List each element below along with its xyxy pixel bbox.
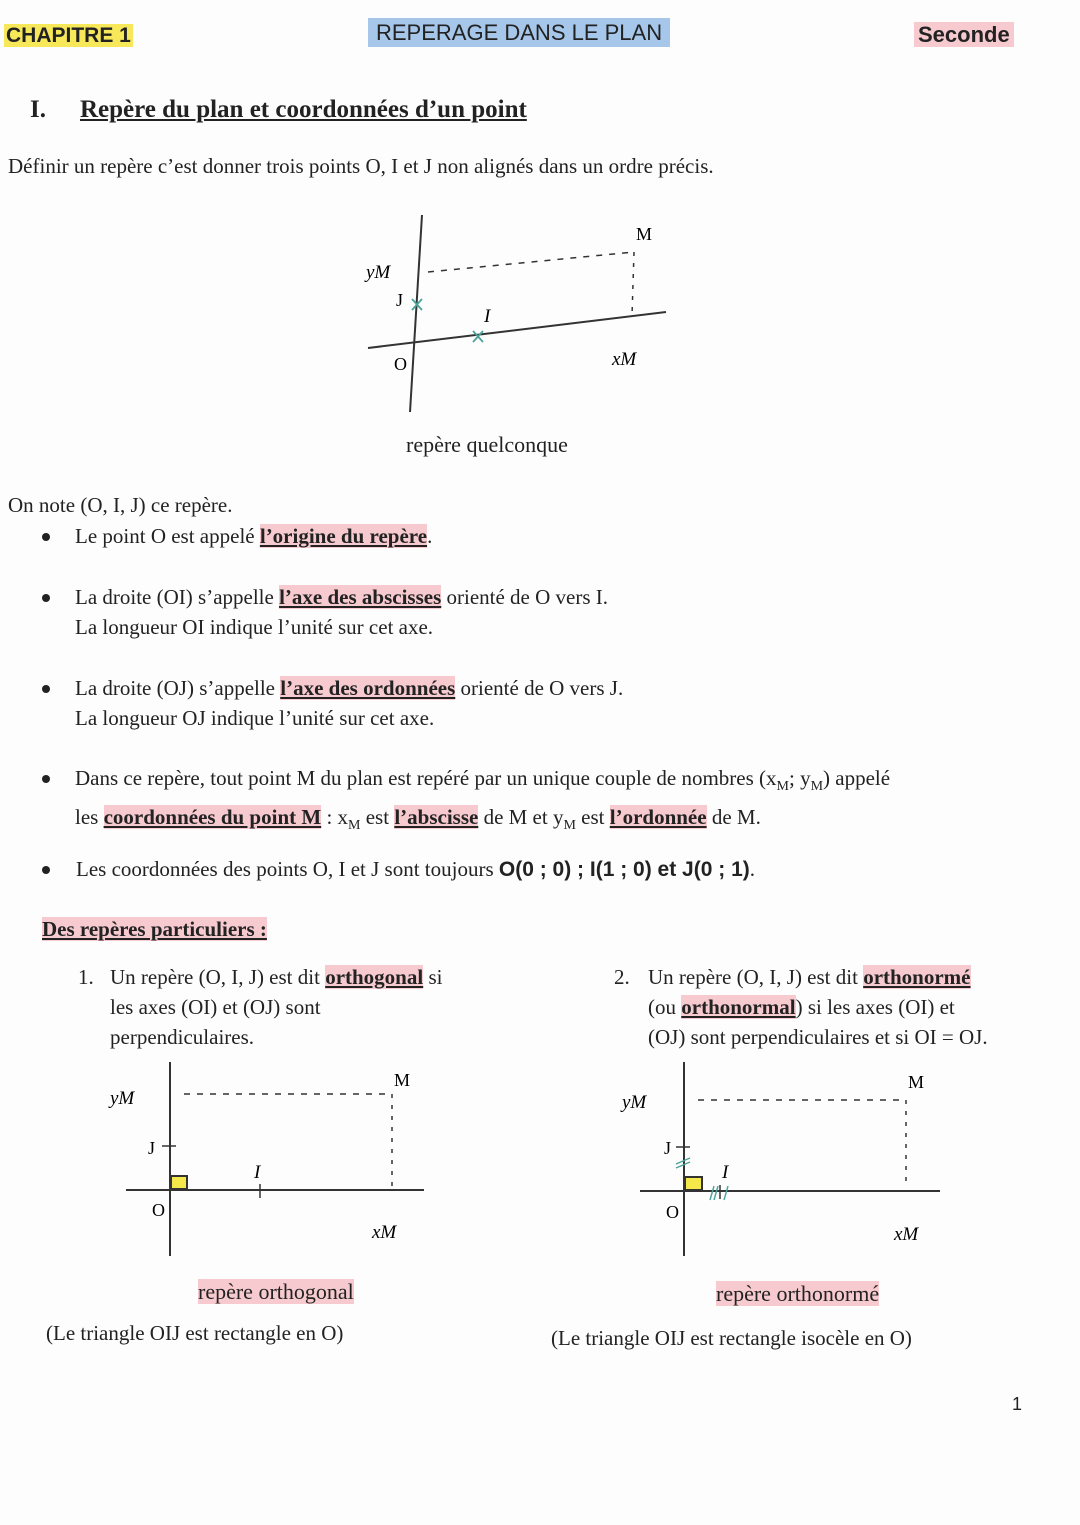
label-xM: xM <box>612 349 637 370</box>
key-ordinate-axis: l’axe des ordonnées <box>280 676 456 700</box>
special-frames-heading: Des repères particuliers : <box>42 917 267 941</box>
point-I-marker <box>473 331 483 342</box>
item-orthonormal-text: Un repère (O, I, J) est dit orthonormé (ou orthonormal) si les axes (OI) et (OJ) sont perpendiculaires et si OI = OJ. <box>648 965 988 1049</box>
label-I: I <box>484 306 491 327</box>
intro-text: Définir un repère c’est donner trois points O, I et J non alignés dans un ordre précis. <box>8 154 714 178</box>
dashed-line-horizontal <box>428 252 634 272</box>
label-J: J <box>396 290 404 310</box>
label-M: M <box>394 1070 411 1090</box>
key-ordinate: l’ordonnée <box>609 805 707 830</box>
equal-length-marks-OI <box>710 1186 728 1200</box>
key-abscissa-axis: l’axe des abscisses <box>279 585 442 609</box>
key-origin: l’origine du repère <box>259 524 428 548</box>
figure-orthogonal-note: (Le triangle OIJ est rectangle en O) <box>46 1321 344 1345</box>
label-O: O <box>666 1202 679 1222</box>
key-coordinates: coordonnées du point M <box>103 805 322 830</box>
section-number: I. <box>30 96 46 123</box>
axis-ordinate <box>410 215 422 412</box>
bullet-coordinates: Dans ce repère, tout point M du plan est repéré par un unique couple de nombres ($x_M$; $y_M$) appelé les coordonnées du point M : $x_M$ est l’abscisse de M et $y_M$ est l’ordonnée de M. <box>75 766 891 834</box>
figure-orthonormal-caption: repère orthonormé <box>716 1281 880 1306</box>
base-points-values: O(0 ; 0) ; I(1 ; 0) et J(0 ; 1) <box>498 858 750 881</box>
notation-text: On note (O, I, J) ce repère. <box>8 493 233 517</box>
label-xM: xM <box>894 1224 919 1245</box>
bullet-abscissa-axis: La droite (OI) s’appelle l’axe des abscisses orienté de O vers I. La longueur OI indique l’unité sur cet axe. <box>75 585 609 639</box>
right-angle-marker <box>685 1177 702 1190</box>
chapter-label: CHAPITRE 1 <box>6 24 131 47</box>
item-orthogonal: 1. <box>78 965 94 989</box>
key-abscissa: l’abscisse <box>394 805 479 830</box>
bullet-dot <box>42 866 50 874</box>
document-title: REPERAGE DANS LE PLAN <box>368 20 670 46</box>
figure-any-caption: repère quelconque <box>406 432 568 457</box>
axis-abscissa <box>368 312 666 348</box>
figure-orthogonal-caption: repère orthogonal <box>198 1279 354 1304</box>
section-title: Repère du plan et coordonnées d’un point <box>80 96 527 123</box>
dashed-line-vertical <box>632 252 634 316</box>
label-yM: yM <box>366 262 391 283</box>
label-J: J <box>664 1138 672 1158</box>
figure-any-frame <box>350 200 690 430</box>
label-M: M <box>908 1072 925 1092</box>
label-M: M <box>636 224 653 244</box>
figure-orthonormal-note: (Le triangle OIJ est rectangle isocèle en O) <box>551 1326 912 1350</box>
label-I: I <box>722 1162 729 1183</box>
bullet-dot <box>42 594 50 602</box>
bullet-ordinate-axis: La droite (OJ) s’appelle l’axe des ordonnées orienté de O vers J. La longueur OJ indique l’unité sur cet axe. <box>75 676 624 730</box>
item-orthonormal: 2. <box>614 965 630 989</box>
level-label: Seconde <box>914 22 1014 48</box>
key-orthonormal-alt: orthonormal <box>681 995 796 1019</box>
page-number: 1 <box>1012 1394 1023 1414</box>
right-angle-marker <box>171 1176 187 1189</box>
figure-orthonormal-frame <box>614 1060 954 1260</box>
key-orthonormal: orthonormé <box>863 965 971 989</box>
label-I: I <box>254 1162 261 1183</box>
label-O: O <box>152 1200 165 1220</box>
bullet-origin: Le point O est appelé l’origine du repère. <box>75 524 433 548</box>
figure-orthogonal-frame <box>100 1060 440 1260</box>
item-orthogonal-text: Un repère (O, I, J) est dit orthogonal si les axes (OI) et (OJ) sont perpendiculaires. <box>110 965 443 1049</box>
key-orthogonal: orthogonal <box>325 965 424 989</box>
bullet-dot <box>42 775 50 783</box>
bullet-dot <box>42 533 50 541</box>
bullet-base-points: Les coordonnées des points O, I et J sont toujours O(0 ; 0) ; I(1 ; 0) et J(0 ; 1). <box>76 857 755 881</box>
label-O: O <box>394 354 407 374</box>
label-xM: xM <box>372 1222 397 1243</box>
label-yM: yM <box>110 1088 135 1109</box>
label-J: J <box>148 1138 156 1158</box>
bullet-dot <box>42 685 50 693</box>
label-yM: yM <box>622 1092 647 1113</box>
